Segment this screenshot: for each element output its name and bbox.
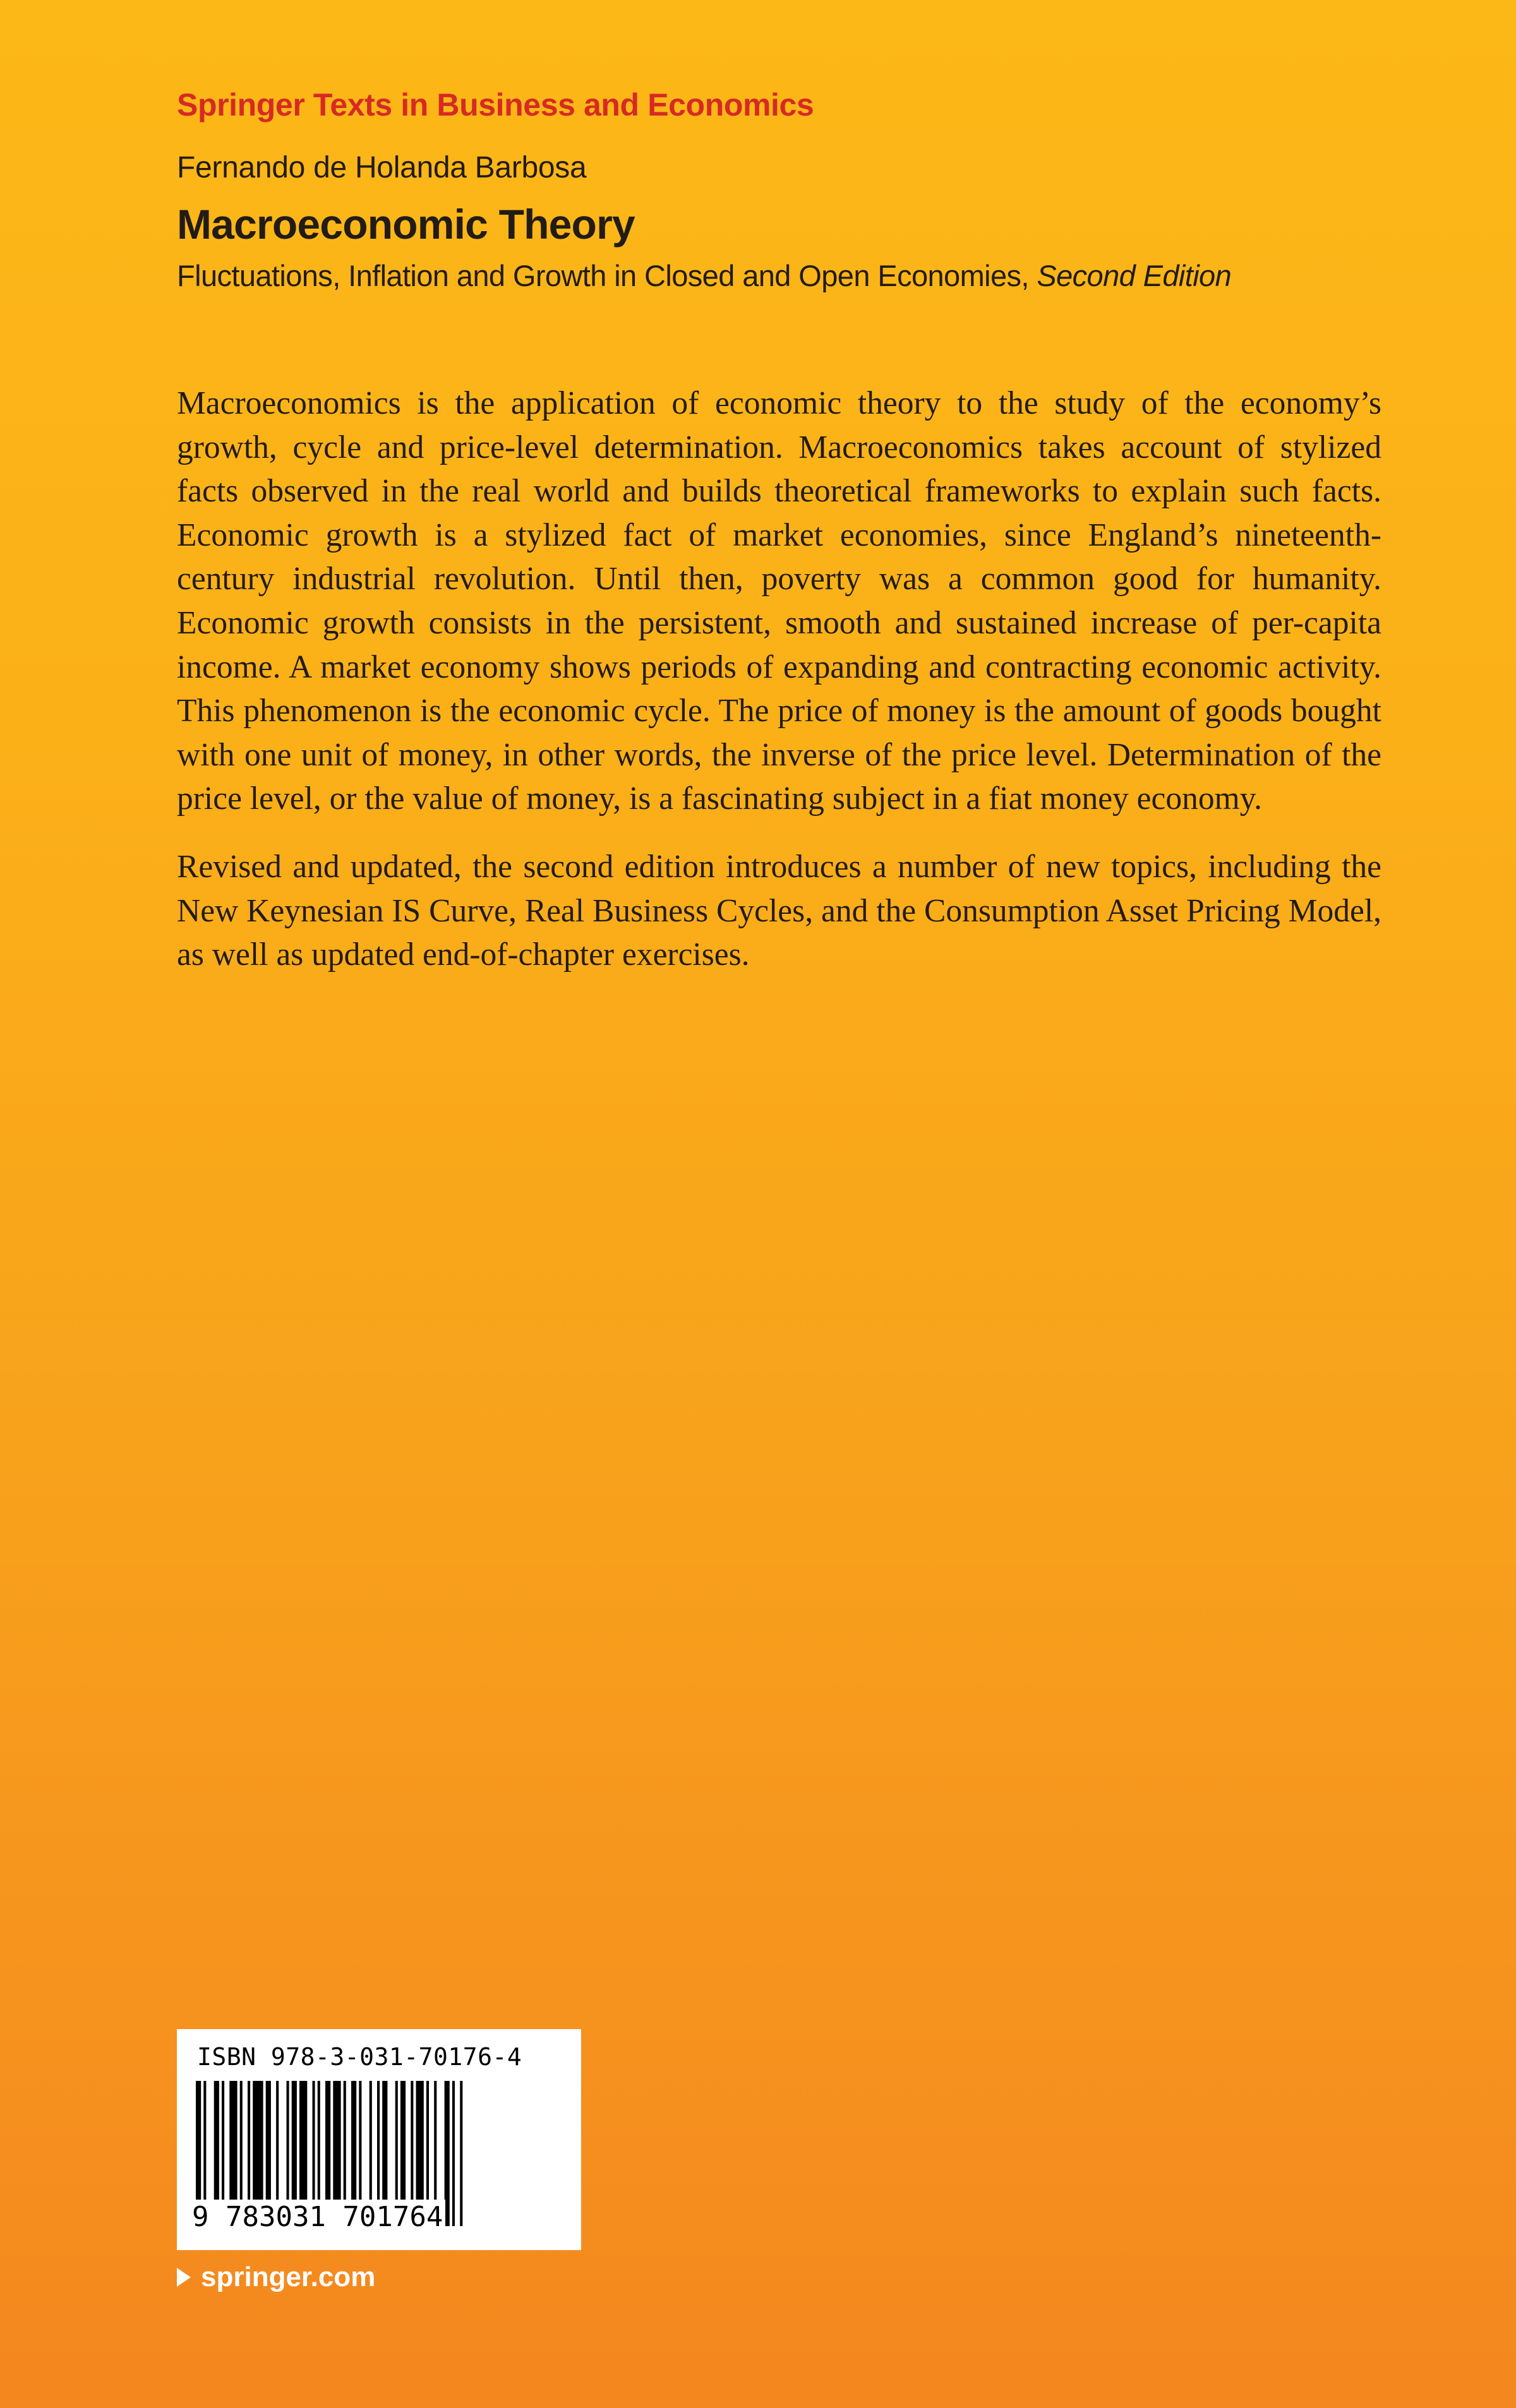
play-triangle-icon: [177, 2268, 191, 2287]
isbn-barcode-box: [177, 2029, 581, 2250]
subtitle-text: Fluctuations, Inflation and Growth in Closed and Open Economies,: [177, 259, 1029, 292]
back-cover-blurb: [177, 381, 1381, 977]
barcode-bar: [452, 2081, 455, 2226]
isbn-label: ISBN 978-3-031-70176-4: [197, 2043, 522, 2071]
cover-header: [177, 81, 1377, 298]
book-subtitle: [177, 254, 1377, 298]
edition-label: Second Edition: [1037, 259, 1232, 292]
book-title: Macroeconomic Theory: [177, 201, 635, 248]
blurb-paragraph-2: Revised and updated, the second edition introduces a number of new topics, including the New Keynesian IS Curve, Real Business Cycles, and the Consumption Asset Pricing Model, as well as updated end-of-chapter exercises.: [177, 848, 1381, 973]
blurb-paragraph-1: Macroeconomics is the application of economic theory to the study of the economy’s growth, cycle and price-level determination. Macroeconomics takes account of stylized facts observed in the real world and builds theoretical frameworks to explain such facts. Economic growth is a stylized fact of market economies, since England’s nineteenth-century industrial revolution. Until then, poverty was a common good for humanity. Economic growth consists in the persistent, smooth and sustained increase of per-capita income. A market economy shows periods of expanding and contracting economic activity. This phenomenon is the economic cycle. The price of money is the amount of goods bought with one unit of money, in other words, the inverse of the price level. Determination of the price level, or the value of money, is a fascinating subject in a fiat money economy.: [177, 385, 1381, 817]
barcode-bar: [460, 2081, 462, 2226]
series-title: Springer Texts in Business and Economics: [177, 87, 814, 123]
author-name: Fernando de Holanda Barbosa: [177, 151, 587, 184]
barcode-digits: 9 783031 701764: [190, 2200, 445, 2235]
publisher-website-link[interactable]: [177, 2260, 375, 2295]
publisher-website-text: springer.com: [201, 2261, 376, 2292]
